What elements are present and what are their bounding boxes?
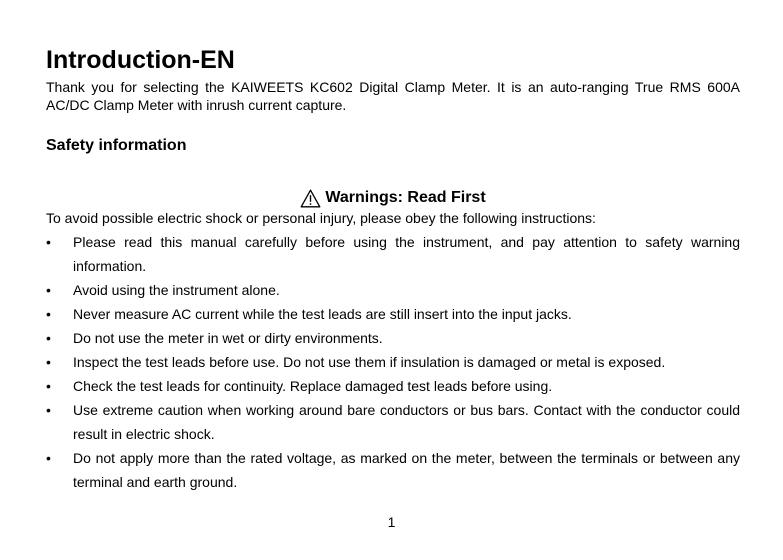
bullet-dot: • — [46, 378, 51, 394]
list-item — [46, 446, 740, 494]
list-item-text: Inspect the test leads before use. Do not use them if insulation is damaged or metal is exposed. — [73, 354, 666, 370]
list-item — [46, 350, 740, 374]
warning-heading-text: Warnings: Read First — [325, 189, 486, 206]
safety-bullet-list — [46, 230, 740, 494]
list-item-text: Avoid using the instrument alone. — [73, 282, 280, 298]
warning-heading — [46, 188, 740, 208]
bullet-dot: • — [46, 402, 51, 418]
intro-paragraph: Thank you for selecting the KAIWEETS KC602 Digital Clamp Meter. It is an auto-ranging True RMS 600A AC/DC Clamp Meter with inrush current capture. — [46, 79, 740, 113]
bullet-dot: • — [46, 450, 51, 466]
bullet-dot: • — [46, 354, 51, 370]
list-item-text: Do not use the meter in wet or dirty environments. — [73, 330, 383, 346]
list-item — [46, 398, 740, 446]
bullet-dot: • — [46, 330, 51, 346]
warning-triangle-icon — [300, 189, 321, 208]
list-item — [46, 230, 740, 278]
list-item — [46, 302, 740, 326]
list-item-text: Check the test leads for continuity. Replace damaged test leads before using. — [73, 378, 553, 394]
list-item — [46, 326, 740, 350]
warning-intro: To avoid possible electric shock or personal injury, please obey the following instructions: — [46, 210, 596, 226]
list-item-text: Never measure AC current while the test leads are still insert into the input jacks. — [73, 306, 572, 322]
page-title: Introduction-EN — [46, 46, 235, 74]
list-item — [46, 374, 740, 398]
page-number: 1 — [387, 514, 396, 530]
document-page — [46, 44, 740, 494]
safety-heading: Safety information — [46, 137, 187, 154]
list-item-text: Do not apply more than the rated voltage, as marked on the meter, between the terminals or between any terminal and earth ground. — [73, 450, 740, 490]
list-item-text: Please read this manual carefully before using the instrument, and pay attention to safety warning information. — [73, 234, 740, 274]
bullet-dot: • — [46, 234, 51, 250]
list-item-text: Use extreme caution when working around bare conductors or bus bars. Contact with the conductor could result in electric shock. — [73, 402, 740, 442]
bullet-dot: • — [46, 306, 51, 322]
bullet-dot: • — [46, 282, 51, 298]
list-item — [46, 278, 740, 302]
